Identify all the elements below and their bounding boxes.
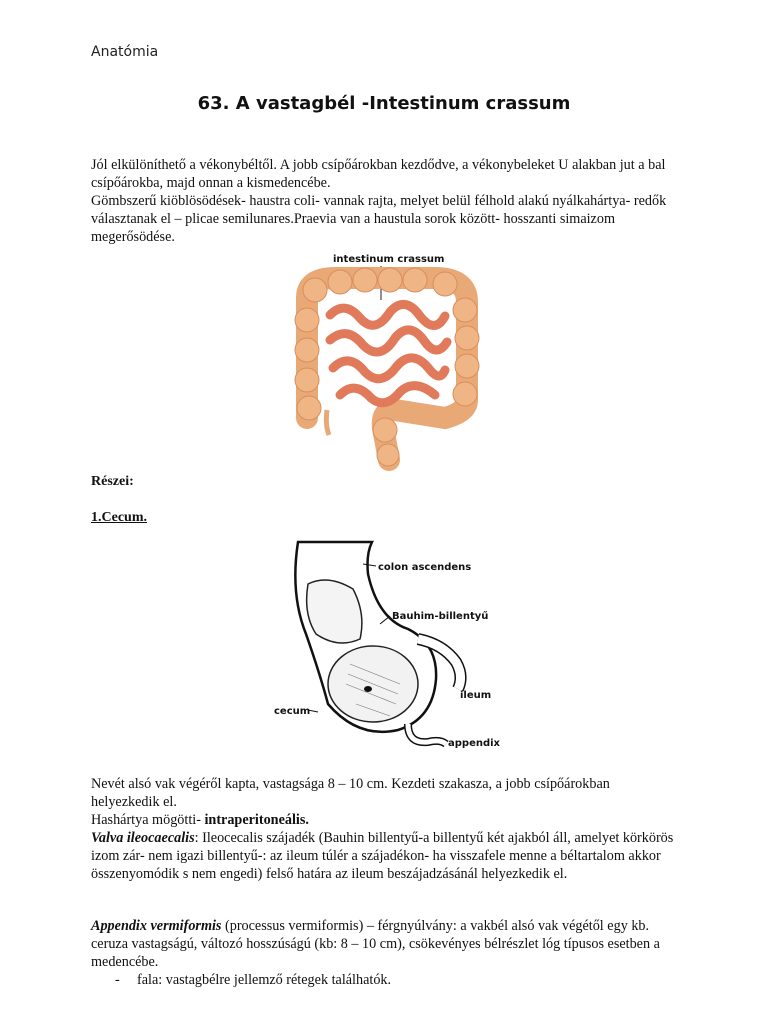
label-ileum: ileum xyxy=(460,690,492,701)
label-cecum: cecum xyxy=(274,706,311,717)
page-title: 63. A vastagbél -Intestinum crassum xyxy=(197,93,571,114)
cecum-paragraph xyxy=(91,775,676,883)
figure1-label: intestinum crassum xyxy=(333,254,445,265)
cecum-line-1: Nevét alsó vak végéről kapta, vastagsága 8 – 10 cm. Kezdeti szakasza, a jobb csípőárokban helyezkedik el. xyxy=(91,776,610,810)
intro-line-1: Jól elkülöníthető a vékonybéltől. A jobb csípőárokban kezdődve, a vékonybeleket U alakban jut a bal csípőárokba, majd onnan a kismedencébe. xyxy=(91,157,666,191)
intraperitoneal-term: intraperitoneális. xyxy=(204,812,309,828)
bullet-dash: - xyxy=(115,972,120,988)
document-header: Anatómia xyxy=(91,44,159,60)
intro-paragraph xyxy=(91,156,676,246)
bullet-item xyxy=(91,971,391,989)
bullet-text: fala: vastagbélre jellemző rétegek találhatók. xyxy=(137,972,392,988)
label-colon-ascendens: colon ascendens xyxy=(378,562,472,573)
valva-term: Valva ileocaecalis xyxy=(91,830,195,846)
valva-text: : Ileocecalis szájadék (Bauhin billentyű-a billentyű két ajakból áll, amelyet körkörös izom zár- nem igazi billentyű-: az ileum túlér a szájadékon- ha visszafele menne a béltartalom akkor összenyomódik s nem engedi) felső határa az ileum beszájadzásánál helyezkedik el. xyxy=(91,830,674,882)
appendix-text: (processus vermiformis) – férgnyúlvány: a vakbél alsó vak végétől egy kb. ceruza vastagságú, változó hosszúságú (kb: 8 – 10 cm), csökevényes bélrészlet lóg típusos esetben a medencébe. xyxy=(91,918,660,970)
section-cecum-heading: 1.Cecum. xyxy=(91,510,147,525)
cecum-line-2-prefix: Hashártya mögötti- xyxy=(91,812,205,828)
label-bauhin: Bauhim-billentyű xyxy=(392,611,489,622)
appendix-paragraph xyxy=(91,917,676,971)
section-reszei: Részei: xyxy=(91,474,134,489)
label-appendix: appendix xyxy=(448,738,501,749)
intro-line-2: Gömbszerű kiöblösödések- haustra coli- vannak rajta, melyet belül félhold alakú nyálkahártya- redők választanak el – plicae semilunares.Praevia van a haustula sorok között- hosszanti simaizom megerősödése. xyxy=(91,193,667,245)
intestine-illustration xyxy=(285,250,485,472)
cecum-diagram xyxy=(268,534,506,766)
appendix-term: Appendix vermiformis xyxy=(91,918,222,934)
